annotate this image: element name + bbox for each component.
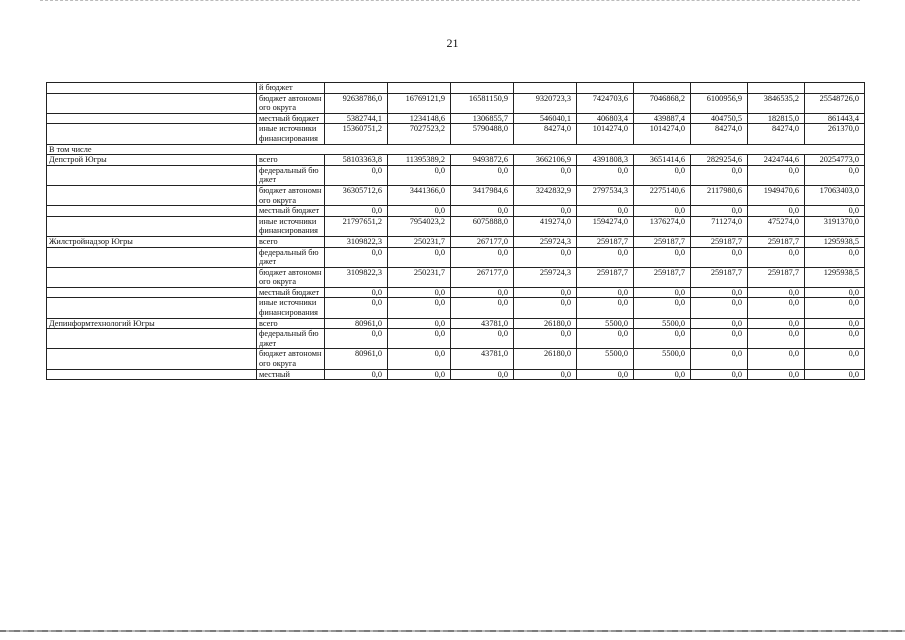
amount-cell: 92638786,0 (325, 93, 388, 113)
organization-cell (47, 165, 257, 185)
amount-cell: 259187,7 (691, 236, 748, 247)
amount-cell: 0,0 (805, 247, 865, 267)
amount-cell: 0,0 (325, 369, 388, 380)
funding-source-cell: всего (257, 318, 325, 329)
funding-source-cell: федеральный бюджет (257, 329, 325, 349)
organization-cell (47, 206, 257, 217)
amount-cell: 2117980,6 (691, 185, 748, 205)
amount-cell: 0,0 (514, 329, 577, 349)
amount-cell: 0,0 (634, 206, 691, 217)
amount-cell: 259187,7 (577, 236, 634, 247)
amount-cell: 0,0 (634, 329, 691, 349)
budget-table (46, 82, 865, 380)
amount-cell: 0,0 (514, 369, 577, 380)
amount-cell: 5500,0 (634, 318, 691, 329)
amount-cell: 0,0 (805, 287, 865, 298)
amount-cell: 406803,4 (577, 113, 634, 124)
amount-cell: 0,0 (748, 369, 805, 380)
section-label: В том числе (47, 144, 865, 155)
amount-cell: 0,0 (325, 329, 388, 349)
amount-cell: 3109822,3 (325, 267, 388, 287)
amount-cell: 0,0 (691, 165, 748, 185)
amount-cell: 259187,7 (691, 267, 748, 287)
organization-cell (47, 349, 257, 369)
amount-cell: 0,0 (691, 247, 748, 267)
table-row (47, 155, 865, 166)
amount-cell: 3662106,9 (514, 155, 577, 166)
amount-cell: 0,0 (634, 369, 691, 380)
amount-cell: 0,0 (514, 287, 577, 298)
amount-cell: 0,0 (451, 369, 514, 380)
organization-cell: Жилстройнадзор Югры (47, 236, 257, 247)
amount-cell: 0,0 (805, 329, 865, 349)
amount-cell: 0,0 (577, 329, 634, 349)
amount-cell: 3417984,6 (451, 185, 514, 205)
funding-source-cell: местный (257, 369, 325, 380)
amount-cell: 0,0 (748, 349, 805, 369)
amount-cell: 0,0 (748, 165, 805, 185)
table-row (47, 318, 865, 329)
funding-source-cell: иные источники финансирования (257, 216, 325, 236)
amount-cell: 0,0 (634, 298, 691, 318)
amount-cell: 5790488,0 (451, 124, 514, 144)
amount-cell: 43781,0 (451, 349, 514, 369)
table-body (47, 83, 865, 380)
amount-cell: 80961,0 (325, 318, 388, 329)
amount-cell: 0,0 (577, 247, 634, 267)
amount-cell: 861443,4 (805, 113, 865, 124)
amount-cell: 0,0 (691, 369, 748, 380)
organization-cell (47, 369, 257, 380)
amount-cell: 0,0 (514, 165, 577, 185)
amount-cell: 475274,0 (748, 216, 805, 236)
table-row (47, 298, 865, 318)
amount-cell: 0,0 (805, 165, 865, 185)
amount-cell: 250231,7 (388, 236, 451, 247)
funding-source-cell: й бюджет (257, 83, 325, 94)
amount-cell: 1594274,0 (577, 216, 634, 236)
amount-cell: 0,0 (388, 349, 451, 369)
amount-cell: 0,0 (634, 287, 691, 298)
amount-cell (691, 83, 748, 94)
amount-cell: 0,0 (388, 206, 451, 217)
amount-cell (388, 83, 451, 94)
amount-cell: 0,0 (577, 165, 634, 185)
amount-cell: 0,0 (388, 369, 451, 380)
amount-cell: 0,0 (514, 206, 577, 217)
amount-cell: 0,0 (805, 369, 865, 380)
amount-cell: 0,0 (577, 369, 634, 380)
table-row (47, 329, 865, 349)
amount-cell (748, 83, 805, 94)
amount-cell: 1234148,6 (388, 113, 451, 124)
organization-cell (47, 93, 257, 113)
amount-cell: 2275140,6 (634, 185, 691, 205)
amount-cell: 16769121,9 (388, 93, 451, 113)
amount-cell: 17063403,0 (805, 185, 865, 205)
amount-cell: 7954023,2 (388, 216, 451, 236)
amount-cell: 0,0 (514, 247, 577, 267)
amount-cell: 0,0 (451, 329, 514, 349)
amount-cell: 1376274,0 (634, 216, 691, 236)
table-row (47, 267, 865, 287)
table-row (47, 236, 865, 247)
funding-source-cell: местный бюджет (257, 206, 325, 217)
table-row (47, 216, 865, 236)
amount-cell: 0,0 (748, 247, 805, 267)
organization-cell (47, 329, 257, 349)
amount-cell: 7046868,2 (634, 93, 691, 113)
amount-cell: 0,0 (577, 287, 634, 298)
amount-cell: 0,0 (451, 165, 514, 185)
amount-cell: 0,0 (451, 287, 514, 298)
table-row (47, 113, 865, 124)
funding-source-cell: федеральный бюджет (257, 247, 325, 267)
amount-cell: 0,0 (805, 298, 865, 318)
amount-cell: 0,0 (325, 247, 388, 267)
table-row (47, 185, 865, 205)
amount-cell: 5382744,1 (325, 113, 388, 124)
amount-cell: 259187,7 (577, 267, 634, 287)
amount-cell: 3242832,9 (514, 185, 577, 205)
amount-cell: 0,0 (388, 165, 451, 185)
table-row (47, 349, 865, 369)
amount-cell: 9493872,6 (451, 155, 514, 166)
table-row (47, 165, 865, 185)
amount-cell (577, 83, 634, 94)
amount-cell: 0,0 (388, 247, 451, 267)
amount-cell (805, 83, 865, 94)
amount-cell: 267177,0 (451, 236, 514, 247)
amount-cell: 267177,0 (451, 267, 514, 287)
amount-cell: 0,0 (388, 287, 451, 298)
table-row (47, 369, 865, 380)
organization-cell (47, 298, 257, 318)
amount-cell (451, 83, 514, 94)
amount-cell: 0,0 (691, 287, 748, 298)
organization-cell: Депстрой Югры (47, 155, 257, 166)
amount-cell: 0,0 (805, 206, 865, 217)
scan-bottom-edge (0, 630, 905, 632)
amount-cell: 259187,7 (748, 236, 805, 247)
amount-cell: 259187,7 (634, 267, 691, 287)
amount-cell: 261370,0 (805, 124, 865, 144)
amount-cell: 58103363,8 (325, 155, 388, 166)
amount-cell: 0,0 (748, 287, 805, 298)
organization-cell (47, 216, 257, 236)
amount-cell: 6100956,9 (691, 93, 748, 113)
amount-cell: 1949470,6 (748, 185, 805, 205)
amount-cell: 0,0 (691, 206, 748, 217)
amount-cell: 2829254,6 (691, 155, 748, 166)
amount-cell: 0,0 (451, 298, 514, 318)
organization-cell (47, 267, 257, 287)
amount-cell: 0,0 (325, 165, 388, 185)
amount-cell: 0,0 (325, 206, 388, 217)
amount-cell: 250231,7 (388, 267, 451, 287)
amount-cell: 711274,0 (691, 216, 748, 236)
amount-cell: 84274,0 (748, 124, 805, 144)
amount-cell: 1306855,7 (451, 113, 514, 124)
amount-cell: 1014274,0 (634, 124, 691, 144)
table-row (47, 83, 865, 94)
amount-cell: 3651414,6 (634, 155, 691, 166)
amount-cell: 259187,7 (748, 267, 805, 287)
amount-cell: 84274,0 (514, 124, 577, 144)
amount-cell: 43781,0 (451, 318, 514, 329)
funding-source-cell: бюджет автономного округа (257, 185, 325, 205)
amount-cell: 1295938,5 (805, 236, 865, 247)
amount-cell: 84274,0 (691, 124, 748, 144)
amount-cell: 0,0 (634, 247, 691, 267)
amount-cell: 7424703,6 (577, 93, 634, 113)
amount-cell: 16581150,9 (451, 93, 514, 113)
amount-cell: 7027523,2 (388, 124, 451, 144)
amount-cell: 0,0 (388, 329, 451, 349)
amount-cell: 259724,3 (514, 236, 577, 247)
organization-cell (47, 287, 257, 298)
amount-cell (634, 83, 691, 94)
amount-cell: 26180,0 (514, 349, 577, 369)
amount-cell: 0,0 (577, 206, 634, 217)
funding-source-cell: бюджет автономного округа (257, 93, 325, 113)
amount-cell: 259187,7 (634, 236, 691, 247)
amount-cell: 25548726,0 (805, 93, 865, 113)
amount-cell: 2424744,6 (748, 155, 805, 166)
funding-source-cell: иные источники финансирования (257, 124, 325, 144)
amount-cell: 0,0 (634, 165, 691, 185)
section-row (47, 144, 865, 155)
amount-cell: 11395389,2 (388, 155, 451, 166)
table-row (47, 287, 865, 298)
amount-cell: 0,0 (805, 318, 865, 329)
amount-cell: 5500,0 (577, 349, 634, 369)
amount-cell: 439887,4 (634, 113, 691, 124)
amount-cell: 3441366,0 (388, 185, 451, 205)
amount-cell: 2797534,3 (577, 185, 634, 205)
amount-cell: 15360751,2 (325, 124, 388, 144)
amount-cell: 546040,1 (514, 113, 577, 124)
table-row (47, 206, 865, 217)
funding-source-cell: федеральный бюджет (257, 165, 325, 185)
amount-cell: 0,0 (514, 298, 577, 318)
amount-cell: 4391808,3 (577, 155, 634, 166)
amount-cell: 0,0 (748, 206, 805, 217)
table-row (47, 93, 865, 113)
organization-cell (47, 113, 257, 124)
table-row (47, 124, 865, 144)
amount-cell (514, 83, 577, 94)
amount-cell: 259724,3 (514, 267, 577, 287)
amount-cell: 0,0 (691, 318, 748, 329)
amount-cell: 419274,0 (514, 216, 577, 236)
amount-cell: 0,0 (691, 349, 748, 369)
amount-cell: 404750,5 (691, 113, 748, 124)
funding-source-cell: бюджет автономного округа (257, 267, 325, 287)
amount-cell: 0,0 (577, 298, 634, 318)
amount-cell: 5500,0 (577, 318, 634, 329)
amount-cell: 0,0 (325, 287, 388, 298)
amount-cell: 0,0 (388, 298, 451, 318)
page-number: 21 (446, 36, 459, 50)
amount-cell: 80961,0 (325, 349, 388, 369)
amount-cell: 6075888,0 (451, 216, 514, 236)
amount-cell: 182815,0 (748, 113, 805, 124)
amount-cell: 9320723,3 (514, 93, 577, 113)
amount-cell: 26180,0 (514, 318, 577, 329)
scan-top-edge (40, 0, 860, 2)
amount-cell: 0,0 (691, 298, 748, 318)
organization-cell (47, 247, 257, 267)
amount-cell: 20254773,0 (805, 155, 865, 166)
amount-cell: 0,0 (748, 318, 805, 329)
amount-cell: 0,0 (451, 247, 514, 267)
organization-cell (47, 124, 257, 144)
amount-cell: 3191370,0 (805, 216, 865, 236)
organization-cell (47, 185, 257, 205)
organization-cell (47, 83, 257, 94)
amount-cell (325, 83, 388, 94)
amount-cell: 3846535,2 (748, 93, 805, 113)
amount-cell: 0,0 (748, 298, 805, 318)
funding-source-cell: местный бюджет (257, 113, 325, 124)
amount-cell: 0,0 (451, 206, 514, 217)
table-row (47, 247, 865, 267)
amount-cell: 1014274,0 (577, 124, 634, 144)
organization-cell: Депинформтехнологий Югры (47, 318, 257, 329)
amount-cell: 0,0 (325, 298, 388, 318)
amount-cell: 5500,0 (634, 349, 691, 369)
funding-source-cell: всего (257, 155, 325, 166)
amount-cell: 0,0 (388, 318, 451, 329)
amount-cell: 21797651,2 (325, 216, 388, 236)
amount-cell: 36305712,6 (325, 185, 388, 205)
amount-cell: 0,0 (805, 349, 865, 369)
funding-source-cell: иные источники финансирования (257, 298, 325, 318)
amount-cell: 0,0 (691, 329, 748, 349)
funding-source-cell: местный бюджет (257, 287, 325, 298)
funding-source-cell: бюджет автономного округа (257, 349, 325, 369)
amount-cell: 1295938,5 (805, 267, 865, 287)
amount-cell: 3109822,3 (325, 236, 388, 247)
amount-cell: 0,0 (748, 329, 805, 349)
funding-source-cell: всего (257, 236, 325, 247)
